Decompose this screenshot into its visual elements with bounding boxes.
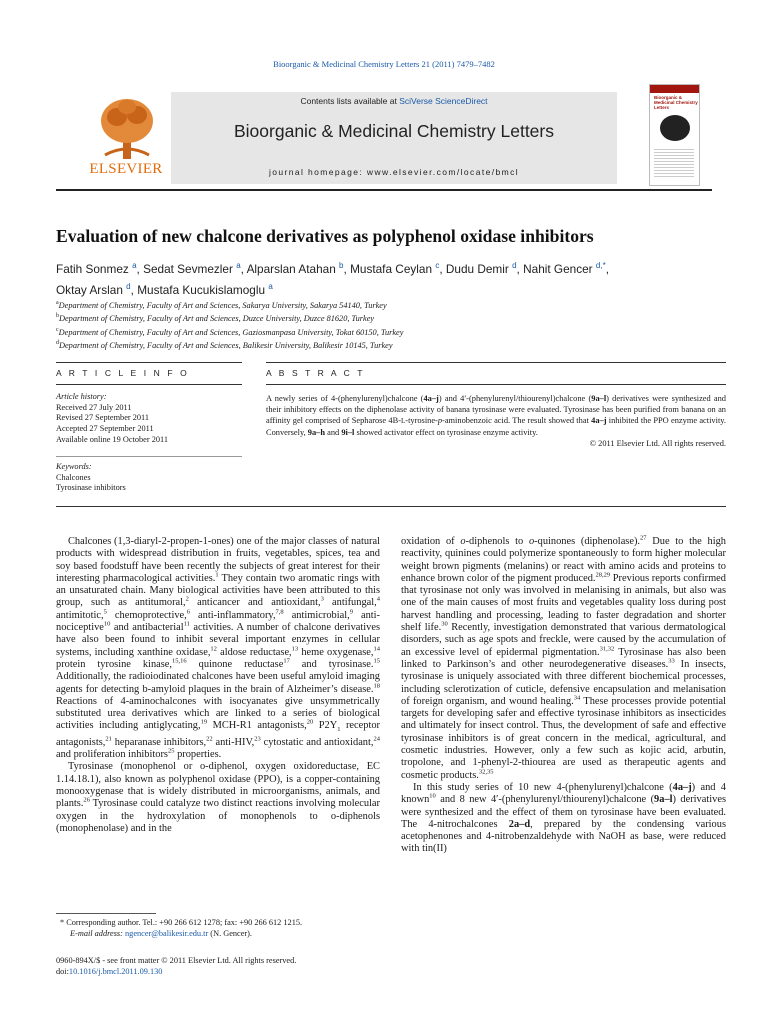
author-affiliation-mark[interactable]: b bbox=[339, 261, 344, 270]
keywords bbox=[56, 462, 242, 494]
author-affiliation-mark[interactable]: d,* bbox=[595, 261, 606, 270]
email-suffix: (N. Gencer). bbox=[208, 929, 252, 938]
author[interactable]: Sedat Sevmezler bbox=[143, 261, 233, 276]
doi-line: doi:10.1016/j.bmcl.2011.09.130 bbox=[56, 967, 163, 976]
issn-line: 0960-894X/$ - see front matter © 2011 Elsevier Ltd. All rights reserved. bbox=[56, 956, 297, 965]
email-link[interactable]: ngencer@balikesir.edu.tr bbox=[125, 929, 209, 938]
author[interactable]: Dudu Demir bbox=[445, 261, 509, 276]
abstract-bottom-rule bbox=[56, 506, 726, 507]
affiliation-item: $^d$Department of Chemistry, Faculty of Art and Sciences, Balikesir University, Balikesir 10145, Turkey bbox=[56, 340, 393, 350]
email-line bbox=[60, 928, 390, 939]
cover-title: Bioorganic & Medicinal Chemistry Letters bbox=[654, 95, 698, 110]
corresponding-author: * Corresponding author. Tel.: +90 266 612 1278; fax: +90 266 612 1215. bbox=[60, 918, 303, 927]
elsevier-tree-icon bbox=[99, 95, 155, 161]
author-affiliation-mark[interactable]: a bbox=[132, 261, 137, 270]
history-received: Received 27 July 2011 bbox=[56, 402, 132, 412]
article-title: Evaluation of new chalcone derivatives as polyphenol oxidase inhibitors bbox=[56, 226, 594, 246]
contents-prefix: Contents lists available at bbox=[300, 96, 400, 106]
keyword[interactable]: Tyrosinase inhibitors bbox=[56, 483, 126, 493]
abstract-top-rule bbox=[266, 362, 726, 363]
keywords-rule bbox=[56, 456, 242, 457]
journal-masthead bbox=[87, 81, 698, 185]
body-left-column: Chalcones (1,3-diaryl-2-propen-1-ones) one of the major classes of natural products with widespread distribution in fruits, vegetables, spices, tea and soy based foodstuff have been recently the subjects of great interest for their interesting pharmacological activities.$^1$ They contain two aromatic rings with an unsaturated chain. Many biological activities have been attributed to this group, such as antitumoral,$^2$ anticancer and antioxidant,$^3$ antifungal,$^4$ antimitotic,$^5$ chemoprotective,$^6$ anti-inflammatory,$^{7,8}$ antimicrobial,$^9$ anti-nociceptive$^{10}$ and antibacterial$^{11}$ activities. A number of chalcone derivatives have also been found to inhibit several important enzymes in cellular systems, including xanthine oxidase,$^{12}$ aldose reductase,$^{13}$ heme oxygenase,$^{14}$ protein tyrosine kinase,$^{15,16}$ quinone reductase$^{17}$ and tyrosinase.$^{15}$ Additionally, the radioiodinated chalcones have been useful amyloid imaging agents for detecting b-amyloid plaques in the brain of Alzheimer’s disease.$^{18}$ Reactions of 4-aminochalcones with isocyanates give unsymmetrically substituted urea derivatives which are linked to a series of biological activities including antiglycating,$^{19}$ MCH-R1 antagonists,$^{20}$ $P2Y_1$ receptor antagonists,$^{21}$ heparanase inhibitors,$^{22}$ anti-HIV,$^{23}$ cytostatic and antioxidant,$^{24}$ and proliferation inhibitors$^{25}$ properties. Tyrosinase (monophenol or o-diphenol, oxygen oxidoreductase, EC 1.14.18.1), also known as polyphenol oxidase (PPO), is a copper-containing monooxygenase that is widely distributed in microorganisms, animals, and plants.$^{26}$ Tyrosinase could catalyze two distinct reactions involving molecular oxygen in the hydroxylation of monophenols to o-diphenols (monophenolase) and in the bbox=[56, 536, 381, 834]
author[interactable]: Nahit Gencer bbox=[523, 261, 593, 276]
keywords-label: Keywords: bbox=[56, 462, 92, 471]
front-matter bbox=[56, 955, 456, 977]
article-history bbox=[56, 392, 242, 446]
journal-title: Bioorganic & Medicinal Chemistry Letters bbox=[234, 121, 554, 141]
author-affiliation-mark[interactable]: d bbox=[126, 282, 131, 292]
author-affiliation-mark[interactable]: d bbox=[512, 261, 517, 270]
doi-link[interactable]: 10.1016/j.bmcl.2011.09.130 bbox=[68, 967, 163, 976]
journal-citation[interactable]: Bioorganic & Medicinal Chemistry Letters 21 (2011) 7479–7482 bbox=[273, 59, 495, 69]
publisher-logo-text: ELSEVIER bbox=[89, 161, 163, 177]
sciencedirect-link[interactable]: SciVerse ScienceDirect bbox=[399, 96, 488, 106]
author-list: Fatih Sonmez $^a$, Sedat Sevmezler $^a$, Alparslan Atahan $^b$, Mustafa Ceylan $^c$, Dudu Demir $^d$, Nahit Gencer $^{d,*}$, Oktay Arslan $^d$, Mustafa Kucukislamoglu $^a$ bbox=[56, 261, 609, 298]
footnote-rule bbox=[56, 913, 156, 914]
history-online: Available online 19 October 2011 bbox=[56, 434, 168, 444]
header-rule bbox=[56, 189, 712, 191]
author[interactable]: Alparslan Atahan bbox=[246, 261, 336, 276]
abstract-text: A newly series of 4-(phenylurenyl)chalcone (4a–j) and 4′-(phenylurenyl/thiourenyl)chalcone (9a–l) derivatives were synthesized and their inhibitory effects on the diphenolase activity of banana tyrosinase were evaluated. Tyrosinase has been purified from banana on an affinity gel comprised of Sepharose 4B-L-tyrosine-p-aminobenzoic acid. The result showed that 4a–j inhibited the PPO enzyme activity. Conversely, 9a–h and 9i–l showed activator effect on tyrosinase enzyme activity. © 2011 Elsevier Ltd. All rights reserved. bbox=[266, 394, 727, 449]
body-right-column: oxidation of o-diphenols to o-quinones (diphenolase).$^{27}$ Due to the high reactivity, quinines could polymerize spontaneously to form higher molecular weight brown pigments (melanins) or react with amino acids and proteins to enhance brown color of the pigment produced.$^{28,29}$ Previous reports confirmed that tyrosinase not only was involved in melanising in animals, but also was one of the main causes of most fruits and vegetables quality loss during post harvest handling and processing, leading to faster degradation and shorter shelf life.$^{30}$ Recently, investigation demonstrated that various dermatological disorders, such as age spots and freckle, were caused by the accumulation of an excessive level of epidermal pigmentation.$^{31,32}$ Tyrosinase has also been linked to Parkinson’s and other neurodegenerative diseases.$^{33}$ In insects, tyrosinase is uniquely associated with three different biochemical processes, including sclerotization of cuticle, defensive encapsulation and melanisation of foreign organism, and wound healing.$^{34}$ These processes provide potential targets for developing safer and effective tyrosinase inhibitors as insecticides and ultimately for insect control. Thus, the development of safe and effective tyrosinase inhibitors is of great concern in the medical, agricultural, and cosmetic industries. However, only a few such as kojic acid, arbutin, tropolone, and 1-phenyl-2-thiourea are used as therapeutic agents and cosmetic products.$^{32,35}$ In this study series of 10 new 4-(phenylurenyl)chalcone (4a–j) and 4 known$^{10}$ and 8 new 4′-(phenylurenyl/thiourenyl)chalcone (9a–l) derivatives were synthesized and the effect of them on tyrosinase have been evaluated. The 4-nitrochalcones 2a–d, prepared by the condensing various acetophenones and 4-nitrobenzaldehyde with NaOH as base, were reduced with tin(II) bbox=[401, 534, 726, 855]
article-info-heading: A R T I C L E I N F O bbox=[56, 368, 190, 378]
email-label: E-mail address: bbox=[70, 929, 123, 938]
cover-text-lines bbox=[654, 147, 694, 177]
info-rule bbox=[56, 384, 242, 385]
cover-image bbox=[660, 115, 690, 141]
author[interactable]: Mustafa Ceylan bbox=[350, 261, 433, 276]
keyword[interactable]: Chalcones bbox=[56, 472, 91, 482]
author[interactable]: Mustafa Kucukislamoglu bbox=[137, 283, 266, 298]
affiliation-item: $^b$Department of Chemistry, Faculty of Art and Sciences, Duzce University, Duzce 81620, Turkey bbox=[56, 313, 375, 324]
abstract-rule bbox=[266, 384, 726, 385]
contents-line bbox=[171, 96, 617, 106]
cover-top-bar bbox=[650, 85, 699, 93]
author[interactable]: Oktay Arslan bbox=[56, 283, 123, 298]
author-affiliation-mark[interactable]: a bbox=[268, 282, 273, 292]
affiliation-list bbox=[56, 298, 712, 351]
author-affiliation-mark[interactable]: a bbox=[236, 261, 241, 270]
affiliation-item: $^c$Department of Chemistry, Faculty of Art and Sciences, Gaziosmanpasa University, Tokat 60150, Turkey bbox=[56, 326, 404, 337]
elsevier-logo[interactable] bbox=[87, 95, 165, 185]
history-revised: Revised 27 September 2011 bbox=[56, 413, 150, 423]
abstract-copyright: © 2011 Elsevier Ltd. All rights reserved. bbox=[589, 439, 726, 449]
history-accepted: Accepted 27 September 2011 bbox=[56, 424, 154, 434]
author-affiliation-mark[interactable]: c bbox=[435, 261, 440, 270]
info-top-rule bbox=[56, 362, 242, 363]
affiliation-item: $^a$Department of Chemistry, Faculty of Art and Sciences, Sakarya University, Sakarya 54140, Turkey bbox=[56, 300, 387, 310]
journal-cover-thumbnail[interactable] bbox=[649, 84, 700, 186]
corresponding-footnote bbox=[60, 917, 390, 939]
abstract-heading: A B S T R A C T bbox=[266, 368, 366, 378]
journal-homepage[interactable]: journal homepage: www.elsevier.com/locate/bmcl bbox=[268, 167, 520, 177]
author[interactable]: Fatih Sonmez bbox=[56, 261, 129, 276]
history-label: Article history: bbox=[56, 392, 107, 401]
